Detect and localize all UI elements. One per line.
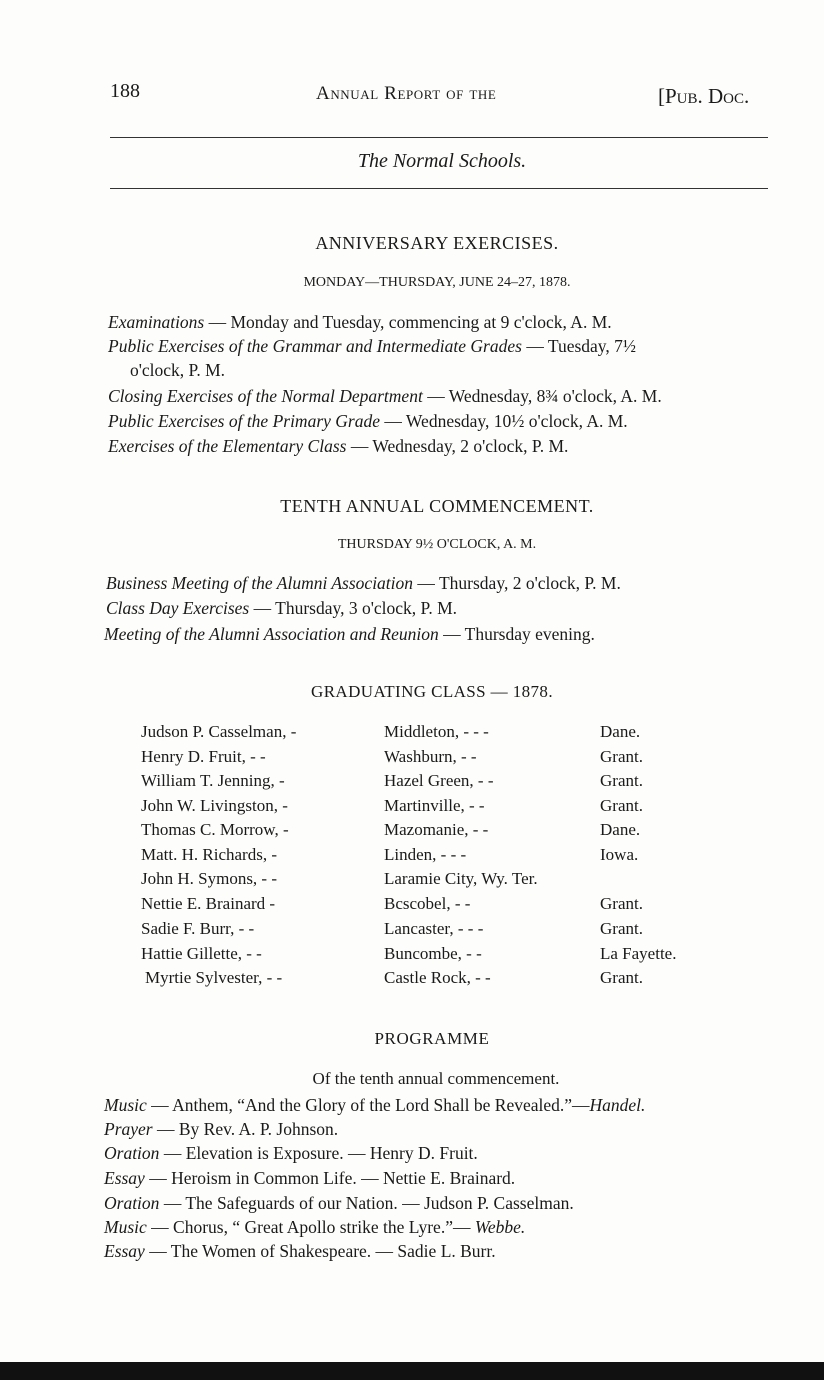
event-name: Class Day Exercises [106, 598, 250, 618]
event-name: Public Exercises of the Grammar and Intermediate Grades [108, 336, 522, 356]
table-row [0, 944, 824, 968]
graduate-county: Grant. [600, 919, 643, 938]
programme-kind: Prayer [104, 1119, 153, 1139]
header-rule-top [110, 137, 768, 138]
graduate-name: Nettie E. Brainard - [141, 894, 276, 913]
graduate-town: Mazomanie, - - [384, 820, 489, 839]
anniversary-item [108, 411, 628, 432]
programme-kind: Music [104, 1217, 147, 1237]
programme-kind: Oration [104, 1143, 160, 1163]
graduate-town: Martinville, - - [384, 796, 485, 815]
event-detail: — Wednesday, 8¾ o'clock, A. M. [422, 386, 662, 406]
programme-text: — The Safeguards of our Nation. — Judson P. Casselman. [159, 1193, 574, 1213]
graduate-town: Laramie City, Wy. Ter. [384, 869, 538, 888]
programme-item [104, 1193, 574, 1214]
graduating-heading: GRADUATING CLASS — 1878. [311, 682, 553, 701]
graduate-county: La Fayette. [600, 944, 677, 963]
page-number: 188 [110, 80, 140, 102]
commencement-item [104, 624, 595, 645]
anniversary-dates: MONDAY—THURSDAY, JUNE 24–27, 1878. [303, 275, 571, 290]
table-row [0, 869, 824, 893]
event-name: Public Exercises of the Primary Grade [108, 411, 380, 431]
event-detail: — Monday and Tuesday, commencing at 9 c'clock, A. M. [204, 312, 612, 332]
graduate-name: Hattie Gillette, - - [141, 944, 262, 963]
table-row [0, 747, 824, 771]
event-detail: — Tuesday, 7½ [521, 336, 637, 356]
event-detail: — Thursday, 2 o'clock, P. M. [413, 573, 621, 593]
table-row [0, 919, 824, 943]
graduate-name: John W. Livingston, - [141, 796, 288, 815]
programme-item [104, 1217, 525, 1238]
graduate-county: Dane. [600, 820, 641, 839]
table-row [0, 894, 824, 918]
programme-credit: Handel. [589, 1095, 646, 1115]
programme-subheading: Of the tenth annual commencement. [312, 1069, 560, 1088]
document-label: [Pub. Doc. [658, 84, 750, 108]
event-detail: — Wednesday, 2 o'clock, P. M. [346, 436, 569, 456]
programme-item [104, 1143, 478, 1164]
graduate-county: Grant. [600, 968, 643, 987]
graduate-town: Linden, - - - [384, 845, 467, 864]
table-row [0, 796, 824, 820]
event-detail: — Thursday evening. [438, 624, 595, 644]
anniversary-item [108, 436, 568, 457]
programme-kind: Essay [104, 1241, 145, 1261]
graduate-town: Lancaster, - - - [384, 919, 484, 938]
running-title: Annual Report of the [316, 83, 497, 104]
programme-kind: Oration [104, 1193, 160, 1213]
programme-text: — Heroism in Common Life. — Nettie E. Brainard. [144, 1168, 516, 1188]
graduate-county: Grant. [600, 894, 643, 913]
programme-kind: Music [104, 1095, 147, 1115]
graduate-town: Buncombe, - - [384, 944, 482, 963]
event-name: Examinations [108, 312, 205, 332]
event-name: Business Meeting of the Alumni Association [106, 573, 414, 593]
graduate-county: Grant. [600, 771, 643, 790]
graduate-county: Dane. [600, 722, 641, 741]
graduate-town: Washburn, - - [384, 747, 477, 766]
anniversary-item [130, 360, 225, 381]
graduate-county: Iowa. [600, 845, 639, 864]
anniversary-item [108, 386, 662, 407]
event-name: Meeting of the Alumni Association and Reunion [104, 624, 439, 644]
programme-text: — Chorus, “ Great Apollo strike the Lyre.”— [146, 1217, 475, 1237]
graduate-name: Henry D. Fruit, - - [141, 747, 266, 766]
graduate-name: Sadie F. Burr, - - [141, 919, 255, 938]
programme-item [104, 1119, 338, 1140]
section-title: The Normal Schools. [357, 150, 527, 172]
graduate-town: Middleton, - - - [384, 722, 489, 741]
anniversary-heading: ANNIVERSARY EXERCISES. [315, 233, 559, 253]
table-row [0, 968, 824, 992]
event-name: Closing Exercises of the Normal Department [108, 386, 423, 406]
event-detail: — Thursday, 3 o'clock, P. M. [249, 598, 458, 618]
commencement-time: THURSDAY 9½ O'CLOCK, A. M. [337, 537, 537, 552]
table-row [0, 771, 824, 795]
programme-item [104, 1241, 496, 1262]
programme-item [104, 1168, 515, 1189]
programme-text: — Elevation is Exposure. — Henry D. Fruit. [159, 1143, 478, 1163]
commencement-item [106, 573, 621, 594]
programme-credit: Webbe. [474, 1217, 526, 1237]
graduate-name: Myrtie Sylvester, - - [145, 968, 283, 987]
graduate-name: Judson P. Casselman, - [141, 722, 297, 741]
graduate-name: William T. Jenning, - [141, 771, 285, 790]
programme-kind: Essay [104, 1168, 145, 1188]
table-row [0, 820, 824, 844]
graduate-town: Hazel Green, - - [384, 771, 494, 790]
scan-edge-bar [0, 1362, 824, 1380]
programme-text: — The Women of Shakespeare. — Sadie L. Burr. [144, 1241, 496, 1261]
event-name: Exercises of the Elementary Class [108, 436, 347, 456]
graduate-county: Grant. [600, 747, 643, 766]
programme-heading: PROGRAMME [374, 1029, 490, 1048]
programme-text: — Anthem, “And the Glory of the Lord Shall be Revealed.”— [146, 1095, 590, 1115]
event-detail: — Wednesday, 10½ o'clock, A. M. [380, 411, 628, 431]
programme-item [104, 1095, 645, 1116]
graduate-name: Matt. H. Richards, - [141, 845, 277, 864]
graduate-town: Bcscobel, - - [384, 894, 471, 913]
programme-text: — By Rev. A. P. Johnson. [152, 1119, 339, 1139]
anniversary-item [108, 336, 636, 357]
graduate-town: Castle Rock, - - [384, 968, 491, 987]
anniversary-item [108, 312, 612, 333]
graduate-name: Thomas C. Morrow, - [141, 820, 289, 839]
graduate-name: John H. Symons, - - [141, 869, 278, 888]
commencement-heading: TENTH ANNUAL COMMENCEMENT. [280, 496, 594, 516]
table-row [0, 845, 824, 869]
table-row [0, 722, 824, 746]
commencement-item [106, 598, 457, 619]
event-detail: o'clock, P. M. [130, 360, 226, 380]
header-rule-bottom [110, 188, 768, 189]
graduate-county: Grant. [600, 796, 643, 815]
